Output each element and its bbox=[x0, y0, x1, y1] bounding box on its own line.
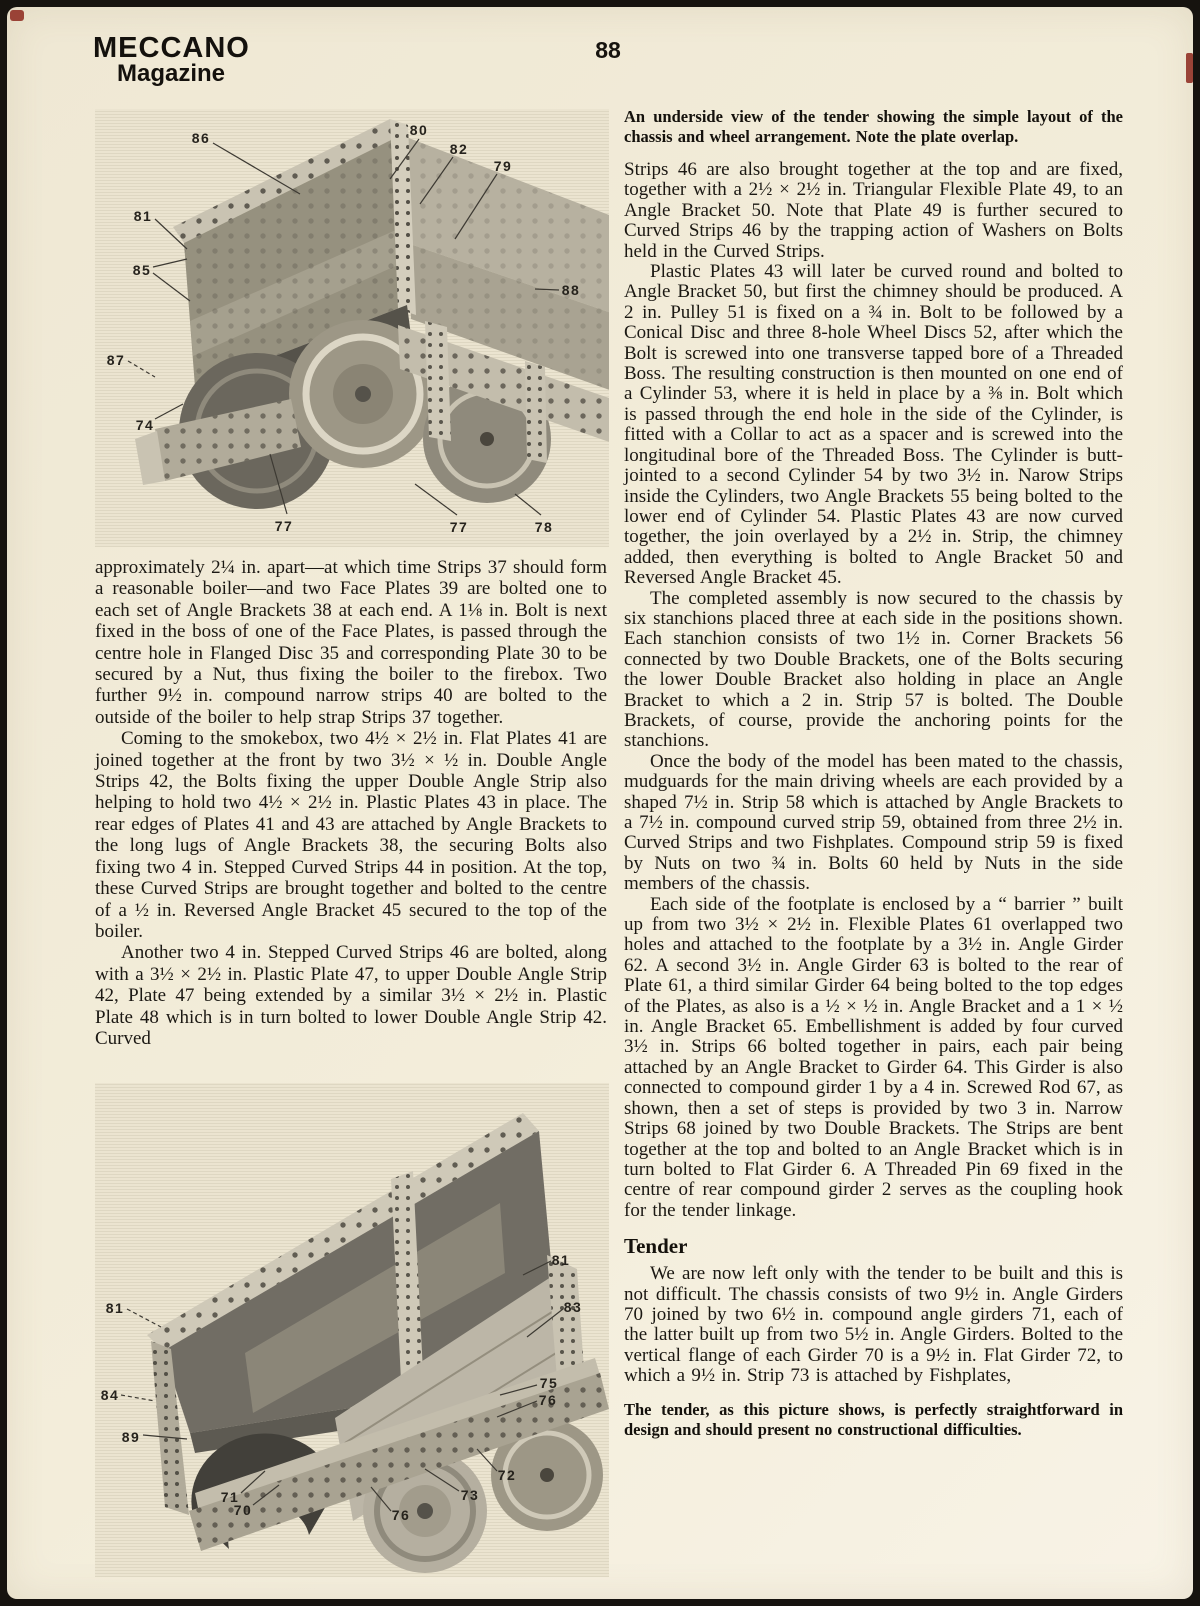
masthead-subtitle: Magazine bbox=[117, 60, 226, 87]
part-label-71: 71 bbox=[220, 1489, 240, 1505]
left-column bbox=[95, 557, 607, 1049]
part-label-84: 84 bbox=[100, 1387, 120, 1403]
photo-caption-bottom: The tender, as this picture shows, is perfectly straightforward in design and should present no constructional difficulties. bbox=[624, 1399, 1123, 1439]
part-label-81: 81 bbox=[133, 208, 153, 224]
part-label-82: 82 bbox=[449, 141, 469, 157]
part-label-77b: 77 bbox=[449, 519, 469, 535]
part-label-75: 75 bbox=[539, 1375, 559, 1391]
right-column bbox=[624, 107, 1123, 1440]
part-label-78: 78 bbox=[534, 519, 554, 535]
part-label-81l: 81 bbox=[105, 1300, 125, 1316]
photo-tender-underside bbox=[95, 1083, 609, 1577]
paragraph: Strips 46 are also brought together at the top and are fixed, together with a 2½ × 2½ in. Triangular Flexible Plate 49, to an Angle Bracket 50. Note that Plate 49 is further secured to Curved Strips 46 by the trapping action of Washers on Bolts held in the Curved Strips. bbox=[624, 159, 1123, 262]
part-label-89: 89 bbox=[121, 1429, 141, 1445]
part-label-80: 80 bbox=[409, 122, 429, 138]
page-number: 88 bbox=[595, 37, 621, 63]
section-heading-tender: Tender bbox=[624, 1234, 688, 1259]
paragraph: Coming to the smokebox, two 4½ × 2½ in. Flat Plates 41 are joined together at the front by two 3½ × ½ in. Double Angle Strips 42, the Bolts fixing the upper Double Angle Strip also helping to hold two 4½ × 2½ in. Plastic Plates 43 in place. The rear edges of Plates 41 and 43 are attached by Angle Brackets to the long lugs of Angle Brackets 38, the securing Bolts also fixing two 4 in. Stepped Curved Strips 44 in position. At the top, these Curved Strips are brought together and bolted to the centre of a ½ in. Reversed Angle Bracket 45 secured to the top of the boiler. bbox=[95, 728, 607, 942]
part-label-73: 73 bbox=[460, 1487, 480, 1503]
masthead-title: MECCANO bbox=[93, 32, 250, 64]
part-label-74: 74 bbox=[135, 417, 155, 433]
part-label-70: 70 bbox=[233, 1502, 253, 1518]
photo-caption-top: An underside view of the tender showing the simple layout of the chassis and wheel arrangement. Note the plate overlap. bbox=[624, 107, 1123, 146]
photo-locomotive-underside bbox=[95, 109, 609, 547]
part-label-76b: 76 bbox=[391, 1507, 411, 1523]
part-label-79: 79 bbox=[493, 158, 513, 174]
paragraph: Each side of the footplate is enclosed by a “ barrier ” built up from two 3½ × 2½ in. Flexible Plates 61 overlapped two holes and attached to the footplate by a 3½ in. Angle Girder 62. A second 3½ in. Angle Girder 63 is bolted to the rear of Plate 61, a third similar Girder 64 being bolted to the top edges of the Plates, as also is a ½ × ½ in. Angle Bracket and a 1 × ½ in. Angle Bracket 65. Embellishment is added by four curved 3½ in. Strips 66 bolted together in pairs, each pair being attached by an Angle Bracket to Girder 64. This Girder is also connected to compound girder 1 by a 4 in. Screwed Rod 67, as shown, then a set of steps is provided by two 3 in. Narrow Strips 68 joined by two Double Brackets. The Strips are bent together at the top and bolted to an Angle Bracket which is in turn bolted to Flat Girder 6. A Threaded Pin 69 fixed in the centre of rear compound girder 2 serves as the coupling hook for the tender linkage. bbox=[624, 893, 1123, 1221]
paragraph: We are now left only with the tender to be built and this is not difficult. The chassis consists of two 9½ in. Angle Girders 70 joined by two 6½ in. compound angle girders 71, each of the latter built up from two 5½ in. Angle Girders. Bolted to the vertical flange of each Girder 70 is a 9½ in. Flat Girder 72, to which a 9½ in. Strip 73 is attached by Fishplates, bbox=[624, 1263, 1123, 1387]
paragraph: Another two 4 in. Stepped Curved Strips 46 are bolted, along with a 3½ × 2½ in. Plastic Plate 47, to upper Double Angle Strip 42, Plate 47 being extended by a similar 3½ × 2½ in. Plastic Plate 48 which is in turn bolted to lower Double Angle Strip 42. Curved bbox=[95, 942, 607, 1049]
locomotive-illustration bbox=[95, 109, 609, 547]
part-label-81r: 81 bbox=[551, 1252, 571, 1268]
tender-illustration bbox=[95, 1083, 609, 1577]
paragraph: Once the body of the model has been mated to the chassis, mudguards for the main driving wheels are each provided by a shaped 7½ in. Strip 58 which is attached by Angle Brackets to a 7½ in. compound curved strip 59, obtained from three 2½ in. Curved Strips and two Fishplates. Compound strip 59 is fixed by Nuts on two ¾ in. Bolts 60 held by Nuts in the side members of the chassis. bbox=[624, 750, 1123, 895]
magazine-page bbox=[7, 7, 1193, 1599]
masthead bbox=[93, 32, 250, 87]
part-label-76r: 76 bbox=[538, 1392, 558, 1408]
scan-artifact bbox=[1186, 53, 1193, 83]
part-label-88: 88 bbox=[561, 282, 581, 298]
paragraph: Plastic Plates 43 will later be curved round and bolted to Angle Bracket 50, but first the chimney should be produced. A 2 in. Pulley 51 is fixed on a ¾ in. Bolt to be followed by a Conical Disc and three 8-hole Wheel Discs 52, after which the Bolt is screwed into one transverse tapped bore of a Threaded Boss. The resulting construction is then mounted on one end of a Cylinder 53, where it is held in place by a ⅜ in. Bolt which is passed through the end hole in the side of the Cylinder, is fitted with a Collar to act as a spacer and is screwed into the longitudinal bore of the Threaded Boss. The Cylinder is butt-jointed to a second Cylinder 54 by two 3½ in. Narow Strips inside the Cylinders, two Angle Brackets 55 being bolted to the lower end of Cylinder 54. Plastic Plates 43 are now curved together, the join overlayed by a 2½ in. Strip, the chimney added, then everything is bolted to Angle Bracket 50 and Reversed Angle Bracket 45. bbox=[624, 261, 1123, 589]
part-label-86: 86 bbox=[191, 130, 211, 146]
part-label-77a: 77 bbox=[274, 518, 294, 534]
paragraph: approximately 2¼ in. apart—at which time Strips 37 should form a reasonable boiler—and two Face Plates 39 are bolted one to each set of Angle Brackets 38 at each end. A 1⅛ in. Bolt is next fixed in the boss of one of the Face Plates, is passed through the centre hole in Flanged Disc 35 and corresponding Plate 30 to be secured by a Nut, thus fixing the boiler to the firebox. Two further 9½ in. compound narrow strips 40 are bolted to the outside of the boiler to help strap Strips 37 together. bbox=[95, 557, 607, 728]
part-label-83: 83 bbox=[563, 1299, 583, 1315]
part-label-85: 85 bbox=[132, 262, 152, 278]
part-label-87: 87 bbox=[106, 352, 126, 368]
part-label-72: 72 bbox=[497, 1467, 517, 1483]
paragraph: The completed assembly is now secured to the chassis by six stanchions placed three at each side in the positions shown. Each stanchion consists of two 1½ in. Corner Brackets 56 connected by two Double Brackets, one of the Bolts securing the lower Double Bracket also holding in place an Angle Bracket to which a 2 in. Strip 57 is bolted. The Double Brackets, of course, provide the anchoring points for the stanchions. bbox=[624, 587, 1123, 752]
scan-artifact bbox=[10, 10, 24, 21]
